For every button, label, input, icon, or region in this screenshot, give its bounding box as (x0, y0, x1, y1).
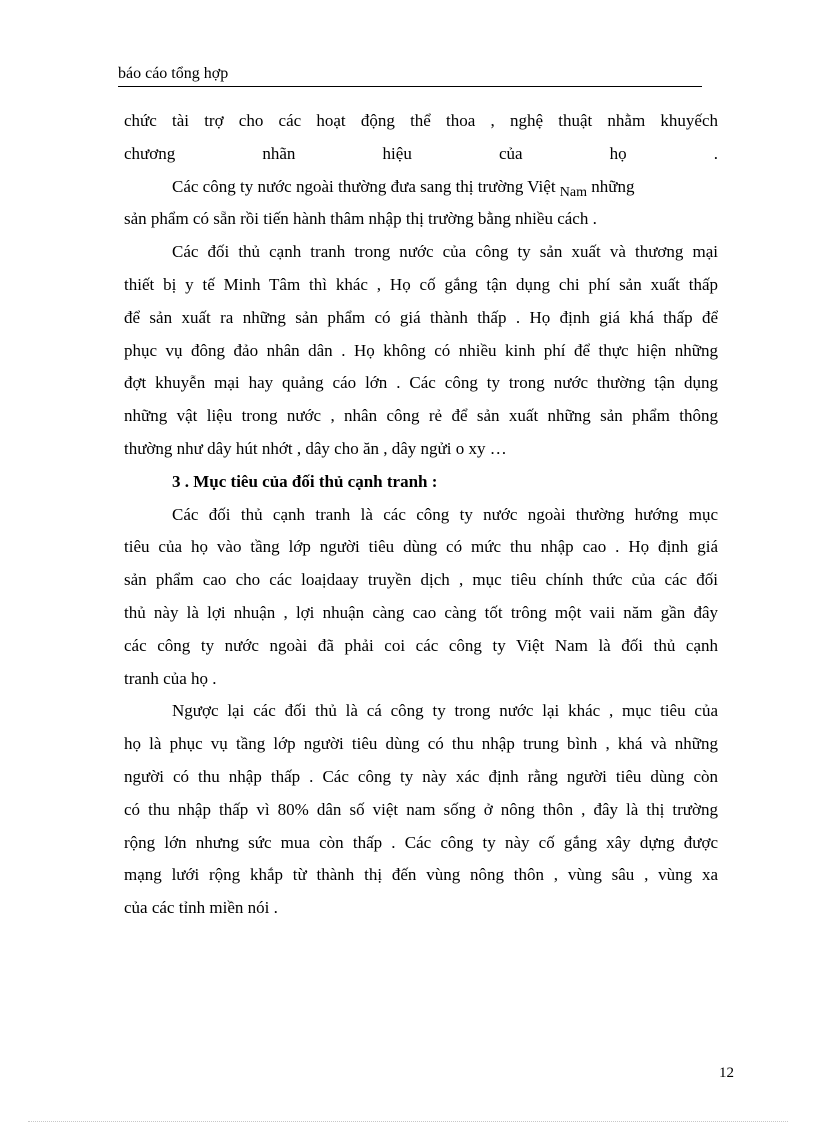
word: . (713, 143, 719, 163)
page-header: báo cáo tổng hợp (118, 64, 702, 87)
text-line: người có thu nhập thấp . Các công ty này xác định rằng người tiêu dùng còn (124, 766, 718, 786)
text-line (124, 171, 718, 204)
text-line: mạng lưới rộng khắp từ thành thị đến vùng nông thôn , vùng sâu , vùng xa (124, 865, 718, 885)
text-line: chức tài trợ cho các hoạt động thể thoa , nghệ thuật nhằm khuyếch (124, 111, 718, 130)
text-line: để sản xuất ra những sản phẩm có giá thành thấp . Họ định giá khá thấp để (124, 307, 718, 327)
text-line: phục vụ đông đảo nhân dân . Họ không có nhiều kinh phí để thực hiện những (124, 340, 718, 360)
word: của (498, 143, 523, 163)
text-line: họ là phục vụ tầng lớp người tiêu dùng có thu nhập trung bình , khá và những (124, 734, 718, 754)
text-line: sản phẩm có sẵn rồi tiến hành thâm nhập thị trường bằng nhiều cách . (124, 209, 597, 229)
text-line: thường như dây hút nhớt , dây cho ăn , dây ngửi o xy … (124, 438, 507, 458)
text-line: thủ này là lợi nhuận , lợi nhuận càng cao càng tốt trông một vaii năm gần đây (124, 602, 718, 622)
text-line: sản phẩm cao cho các loaịdaay truyền dịch , mục tiêu chính thức của các đối (124, 570, 718, 590)
text-line: Ngược lại các đối thủ là cá công ty trong nước lại khác , mục tiêu của (172, 701, 718, 721)
text-line: tranh của họ . (124, 668, 217, 688)
page-break-divider (28, 1121, 788, 1122)
text-line: thiết bị y tế Minh Tâm thì khác , Họ cố gắng tận dụng chi phí sản xuất thấp (124, 274, 718, 294)
word: họ (609, 143, 627, 163)
text-line: của các tỉnh miền nói . (124, 898, 278, 918)
text-line: rộng lớn nhưng sức mua còn thấp . Các công ty này cố gắng xây dựng được (124, 832, 718, 852)
section-heading: 3 . Mục tiêu của đối thủ cạnh tranh : (172, 471, 438, 491)
text-line: có thu nhập thấp vì 80% dân số việt nam sống ở nông thôn , đây là thị trường (124, 799, 718, 819)
word: nhãn (262, 143, 296, 163)
text-line: tiêu của họ vào tầng lớp người tiêu dùng có mức thu nhập cao . Họ định giá (124, 537, 718, 557)
text-line-spread (124, 138, 718, 171)
text-line: những vật liệu trong nước , nhân công rẻ để sản xuất những sản phẩm thông (124, 406, 718, 426)
page-number: 12 (719, 1065, 734, 1081)
text-fragment: Các công ty nước ngoài thường đưa sang thị trường Việt (172, 176, 556, 196)
text-line: các công ty nước ngoài đã phải coi các công ty Việt Nam là đối thủ cạnh (124, 635, 718, 655)
text-fragment: những (591, 176, 635, 196)
word: hiệu (382, 143, 412, 163)
text-line: Các đối thủ cạnh tranh là các công ty nước ngoài thường hướng mục (172, 504, 718, 524)
word: chương (124, 143, 176, 163)
subscript-text: Nam (559, 184, 588, 200)
text-line: Các đối thủ cạnh tranh trong nước của công ty sản xuất và thương mại (172, 242, 718, 262)
body-text (124, 105, 718, 925)
text-line: đợt khuyễn mại hay quảng cáo lớn . Các công ty trong nước thường tận dụng (124, 373, 718, 393)
